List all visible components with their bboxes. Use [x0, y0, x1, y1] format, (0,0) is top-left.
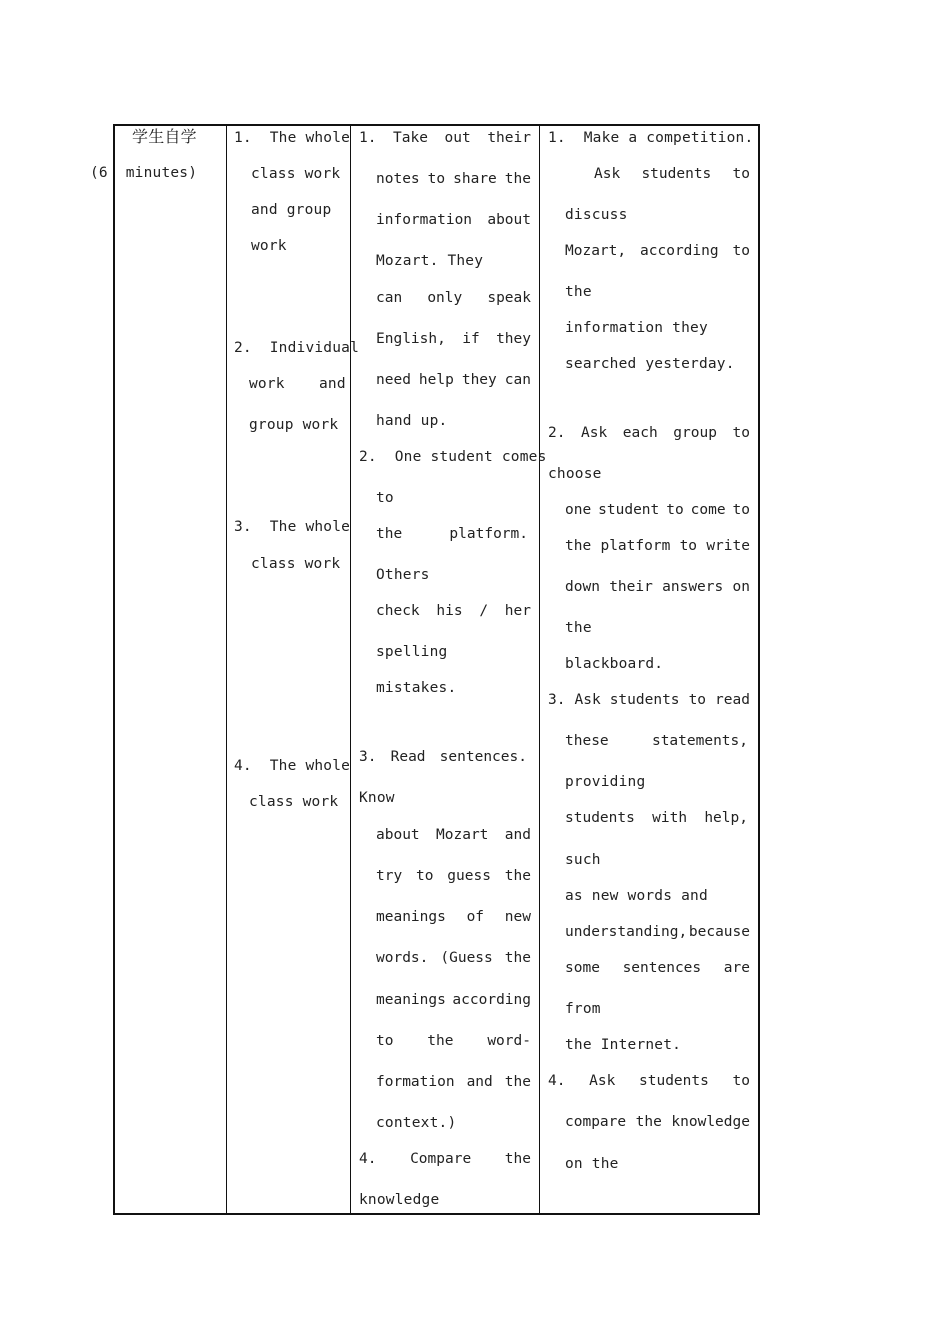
teacher-activity-line: the Internet. — [565, 1037, 682, 1053]
teacher-activity-line: the — [565, 620, 592, 636]
teacher-activity-line: such — [565, 852, 601, 868]
student-activity-line: 2. One student comes — [359, 449, 547, 465]
stage-title: 学生自学 — [132, 127, 197, 146]
student-activity-line: notes to share the — [376, 171, 531, 187]
teacher-activity-line: understanding, because — [565, 924, 750, 940]
organization-text: work — [249, 376, 285, 392]
teacher-activity-line: discuss — [565, 207, 628, 223]
student-activity-line: formation and the — [376, 1074, 531, 1090]
student-activity-line: mistakes. — [376, 680, 457, 696]
student-activity-line: English, if they — [376, 331, 531, 347]
column-divider — [539, 126, 540, 1213]
organization-text: and — [319, 376, 346, 392]
teacher-activity-line: choose — [548, 466, 602, 482]
teacher-activity-line: one student to come to — [565, 502, 750, 518]
organization-text: and group — [251, 202, 332, 218]
student-activity-line: spelling — [376, 644, 448, 660]
organization-text: class work — [251, 556, 341, 572]
student-activity-line: information about — [376, 212, 531, 228]
student-activity-line: Others — [376, 567, 430, 583]
column-divider — [226, 126, 227, 1213]
student-activity-line: Mozart. They — [376, 253, 484, 269]
teacher-activity-line: Mozart, according to — [565, 243, 750, 259]
student-activity-line: meanings according — [376, 992, 531, 1008]
student-activity-line: can only speak — [376, 290, 531, 306]
teacher-activity-line: Ask students to — [594, 166, 750, 182]
student-activity-line: check his / her — [376, 603, 531, 619]
student-activity-line: 3. Read sentences. — [359, 749, 527, 765]
student-activity-line: hand up. — [376, 413, 448, 429]
teacher-activity-line: searched yesterday. — [565, 356, 735, 372]
student-activity-line: try to guess the — [376, 868, 531, 884]
student-activity-line: to — [376, 490, 394, 506]
teacher-activity-line: information they — [565, 320, 708, 336]
student-activity-line: to the word- — [376, 1033, 531, 1049]
organization-text: 2. Individual — [234, 340, 360, 356]
organization-text: 3. The whole — [234, 519, 351, 535]
stage-duration: (6 minutes) — [90, 165, 198, 181]
organization-text: 4. The whole — [234, 758, 351, 774]
organization-text: class work — [249, 794, 339, 810]
student-activity-line: need help they can — [376, 372, 531, 388]
student-activity-line: knowledge — [359, 1192, 440, 1208]
student-activity-line: 4. Compare the — [359, 1151, 531, 1167]
student-activity-line: 1. Take out their — [359, 130, 531, 146]
student-activity-line: about Mozart and — [376, 827, 531, 843]
student-activity-line: meanings of new — [376, 909, 531, 925]
teacher-activity-line: 3. Ask students to read — [548, 692, 750, 708]
organization-text: 1. The whole — [234, 130, 351, 146]
teacher-activity-line: providing — [565, 774, 646, 790]
teacher-activity-line: some sentences are — [565, 960, 750, 976]
organization-text: class work — [251, 166, 341, 182]
student-activity-line: the platform. — [376, 526, 528, 542]
teacher-activity-line: 4. Ask students to — [548, 1073, 750, 1089]
teacher-activity-line: down their answers on — [565, 579, 750, 595]
teacher-activity-line: the — [565, 284, 592, 300]
teacher-activity-line: compare the knowledge — [565, 1114, 750, 1130]
column-divider — [350, 126, 351, 1213]
teacher-activity-line: 1. Make a competition. — [548, 130, 754, 146]
student-activity-line: words. (Guess the — [376, 950, 531, 966]
teacher-activity-line: students with help, — [565, 810, 748, 826]
teacher-activity-line: on the — [565, 1156, 619, 1172]
teacher-activity-line: the platform to write — [565, 538, 750, 554]
organization-text: group work — [249, 417, 339, 433]
teacher-activity-line: from — [565, 1001, 601, 1017]
student-activity-line: context.) — [376, 1115, 457, 1131]
teacher-activity-line: as new words and — [565, 888, 708, 904]
teacher-activity-line: these statements, — [565, 733, 748, 749]
teacher-activity-line: blackboard. — [565, 656, 664, 672]
teacher-activity-line: 2. Ask each group to — [548, 425, 750, 441]
organization-text: work — [251, 238, 287, 254]
student-activity-line: Know — [359, 790, 395, 806]
